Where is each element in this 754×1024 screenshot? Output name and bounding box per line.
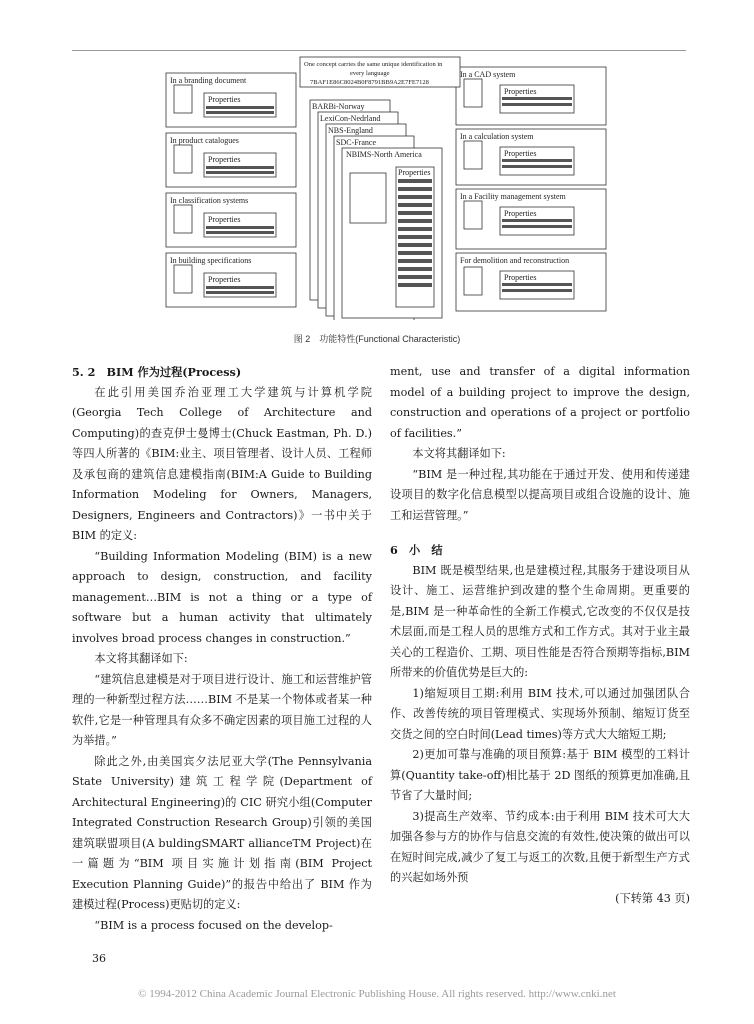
paragraph: BIM 既是模型结果,也是建模过程,其服务于建设项目从设计、施工、运营维护到改建的整个生命周期。更重要的是,BIM 是一种革命性的全新工作模式,它改变的不仅仅是技术层面,而是工程人员的思维方式和工作方式。其对于业主最关心的工程造价、工期、项目性能是否符合预期等指标,BIM 所带来的价值优势是巨大的: — [390, 563, 690, 679]
fig-stack-label-3: NBS-England — [328, 126, 373, 135]
fig-properties-label: Properties — [504, 149, 537, 158]
fig-right-box-2: In a calculation system — [460, 132, 534, 141]
paragraph: 本文将其翻译如下: — [412, 447, 506, 460]
fig-left-box-2: In product catalogues — [170, 136, 239, 145]
fig-stack-label-2: LexiCon-Nedrland — [320, 114, 381, 123]
fig-properties-label: Properties — [208, 95, 241, 104]
fig-properties-label: Properties — [504, 209, 537, 218]
figure-caption: 图 2 功能特性(Functional Characteristic) — [293, 334, 461, 344]
fig-note-line-2: every language — [350, 70, 390, 77]
paragraph: 除此之外,由美国宾夕法尼亚大学(The Pennsylvania State University)建筑工程学院(Department of Architectural Engineering)的 CIC 研究小组(Computer Integrated Construction Research Group)引领的美国建筑联盟项目(A buldingSMART allianceTM Project)在一篇题为“BIM 项目实施计划指南(BIM Project Execution Planning Guide)”的报告中给出了 BIM 作为建模过程(Process)更贴切的定义: — [72, 754, 372, 911]
fig-properties-label: Properties — [398, 168, 431, 177]
section-gap — [390, 526, 690, 540]
fig-left-box-4: In building specifications — [170, 256, 252, 265]
page-number: 36 — [92, 952, 106, 965]
paragraph: “BIM 是一种过程,其功能在于通过开发、使用和传递建设项目的数字化信息模型以提高项目或组合设施的设计、施工和运营管理。” — [390, 467, 690, 522]
paragraph: ment, use and transfer of a digital information model of a building project to improve the design, construction and operations of a project or portfolio of facilities.” — [390, 365, 690, 440]
fig-stack-label-4: SDC-France — [336, 138, 376, 147]
right-column — [390, 362, 690, 909]
paragraph: 3)提高生产效率、节约成本:由于利用 BIM 技术可大大加强各参与方的协作与信息交流的有效性,使决策的做出可以在短时间完成,减少了复工与返工的次数,且便于新型生产方式的兴起如场外预 — [390, 809, 690, 884]
fig-properties-label: Properties — [504, 273, 537, 282]
fig-properties-label: Properties — [208, 155, 241, 164]
fig-right-box-4: For demolition and reconstruction — [460, 256, 570, 265]
section-heading: 6 小 结 — [390, 543, 443, 557]
paragraph: 本文将其翻译如下: — [94, 652, 188, 665]
fig-properties-label: Properties — [504, 87, 537, 96]
section-heading: 5. 2 BIM 作为过程(Process) — [72, 365, 242, 379]
paragraph: 2)更加可靠与准确的项目预算:基于 BIM 模型的工料计算(Quantity take-off)相比基于 2D 图纸的预算更加准确,且节省了大量时间; — [390, 748, 690, 802]
paragraph: 在此引用美国乔治亚理工大学建筑与计算机学院(Georgia Tech College of Architecture and Computing)的查克伊士曼博士(Chuck Eastman, Ph. D.)等四人所著的《BIM:业主、项目管理者、设计人员、工程师及承包商的建筑信息建模指南(BIM:A Guide to Building Information Modeling for Owners, Managers, Designers, Engineers and Contractors)》一书中关于 BIM 的定义: — [72, 385, 372, 542]
fig-note-line-3: 7BAF1E86C8024B0F8791BB9A2E7FE7128 — [310, 79, 429, 86]
fig-stack-label-1: BARBi-Norway — [312, 102, 365, 111]
paragraph: “BIM is a process focused on the develop- — [94, 918, 333, 932]
fig-stack-label-5: NBIMS-North America — [346, 150, 422, 159]
copyright-footer: © 1994-2012 China Academic Journal Electronic Publishing House. All rights reserved. http://www.cnki.net — [138, 988, 616, 1000]
paragraph: “Building Information Modeling (BIM) is a new approach to design, construction, and facility management…BIM is not a thing or a type of software but a human activity that ultimately involves broad process changes in construction.” — [72, 549, 372, 645]
left-column — [72, 362, 372, 936]
continuation-note: (下转第 43 页) — [615, 891, 690, 905]
fig-right-box-3: In a Facility management system — [460, 192, 566, 201]
paragraph: “建筑信息建模是对于项目进行设计、施工和运营维护管理的一种新型过程方法……BIM 不是某一个物体或者某一种软件,它是一种管理具有众多不确定因素的项目施工过程的人为举措。” — [72, 672, 372, 747]
fig-left-box-1: In a branding document — [170, 76, 247, 85]
fig-left-box-3: In classification systems — [170, 196, 249, 205]
functional-characteristic-figure — [160, 55, 630, 320]
fig-properties-label: Properties — [208, 215, 241, 224]
paragraph: 1)缩短项目工期:利用 BIM 技术,可以通过加强团队合作、改善传统的项目管理模式、实现场外预制、缩短订货至交货之间的空白时间(Lead times)等方式大大缩短工期; — [390, 686, 690, 741]
fig-properties-label: Properties — [208, 275, 241, 284]
fig-right-box-1: In a CAD system — [460, 70, 516, 79]
fig-note-line-1: One concept carries the same unique identification in — [304, 61, 443, 68]
header-rule — [72, 50, 686, 51]
